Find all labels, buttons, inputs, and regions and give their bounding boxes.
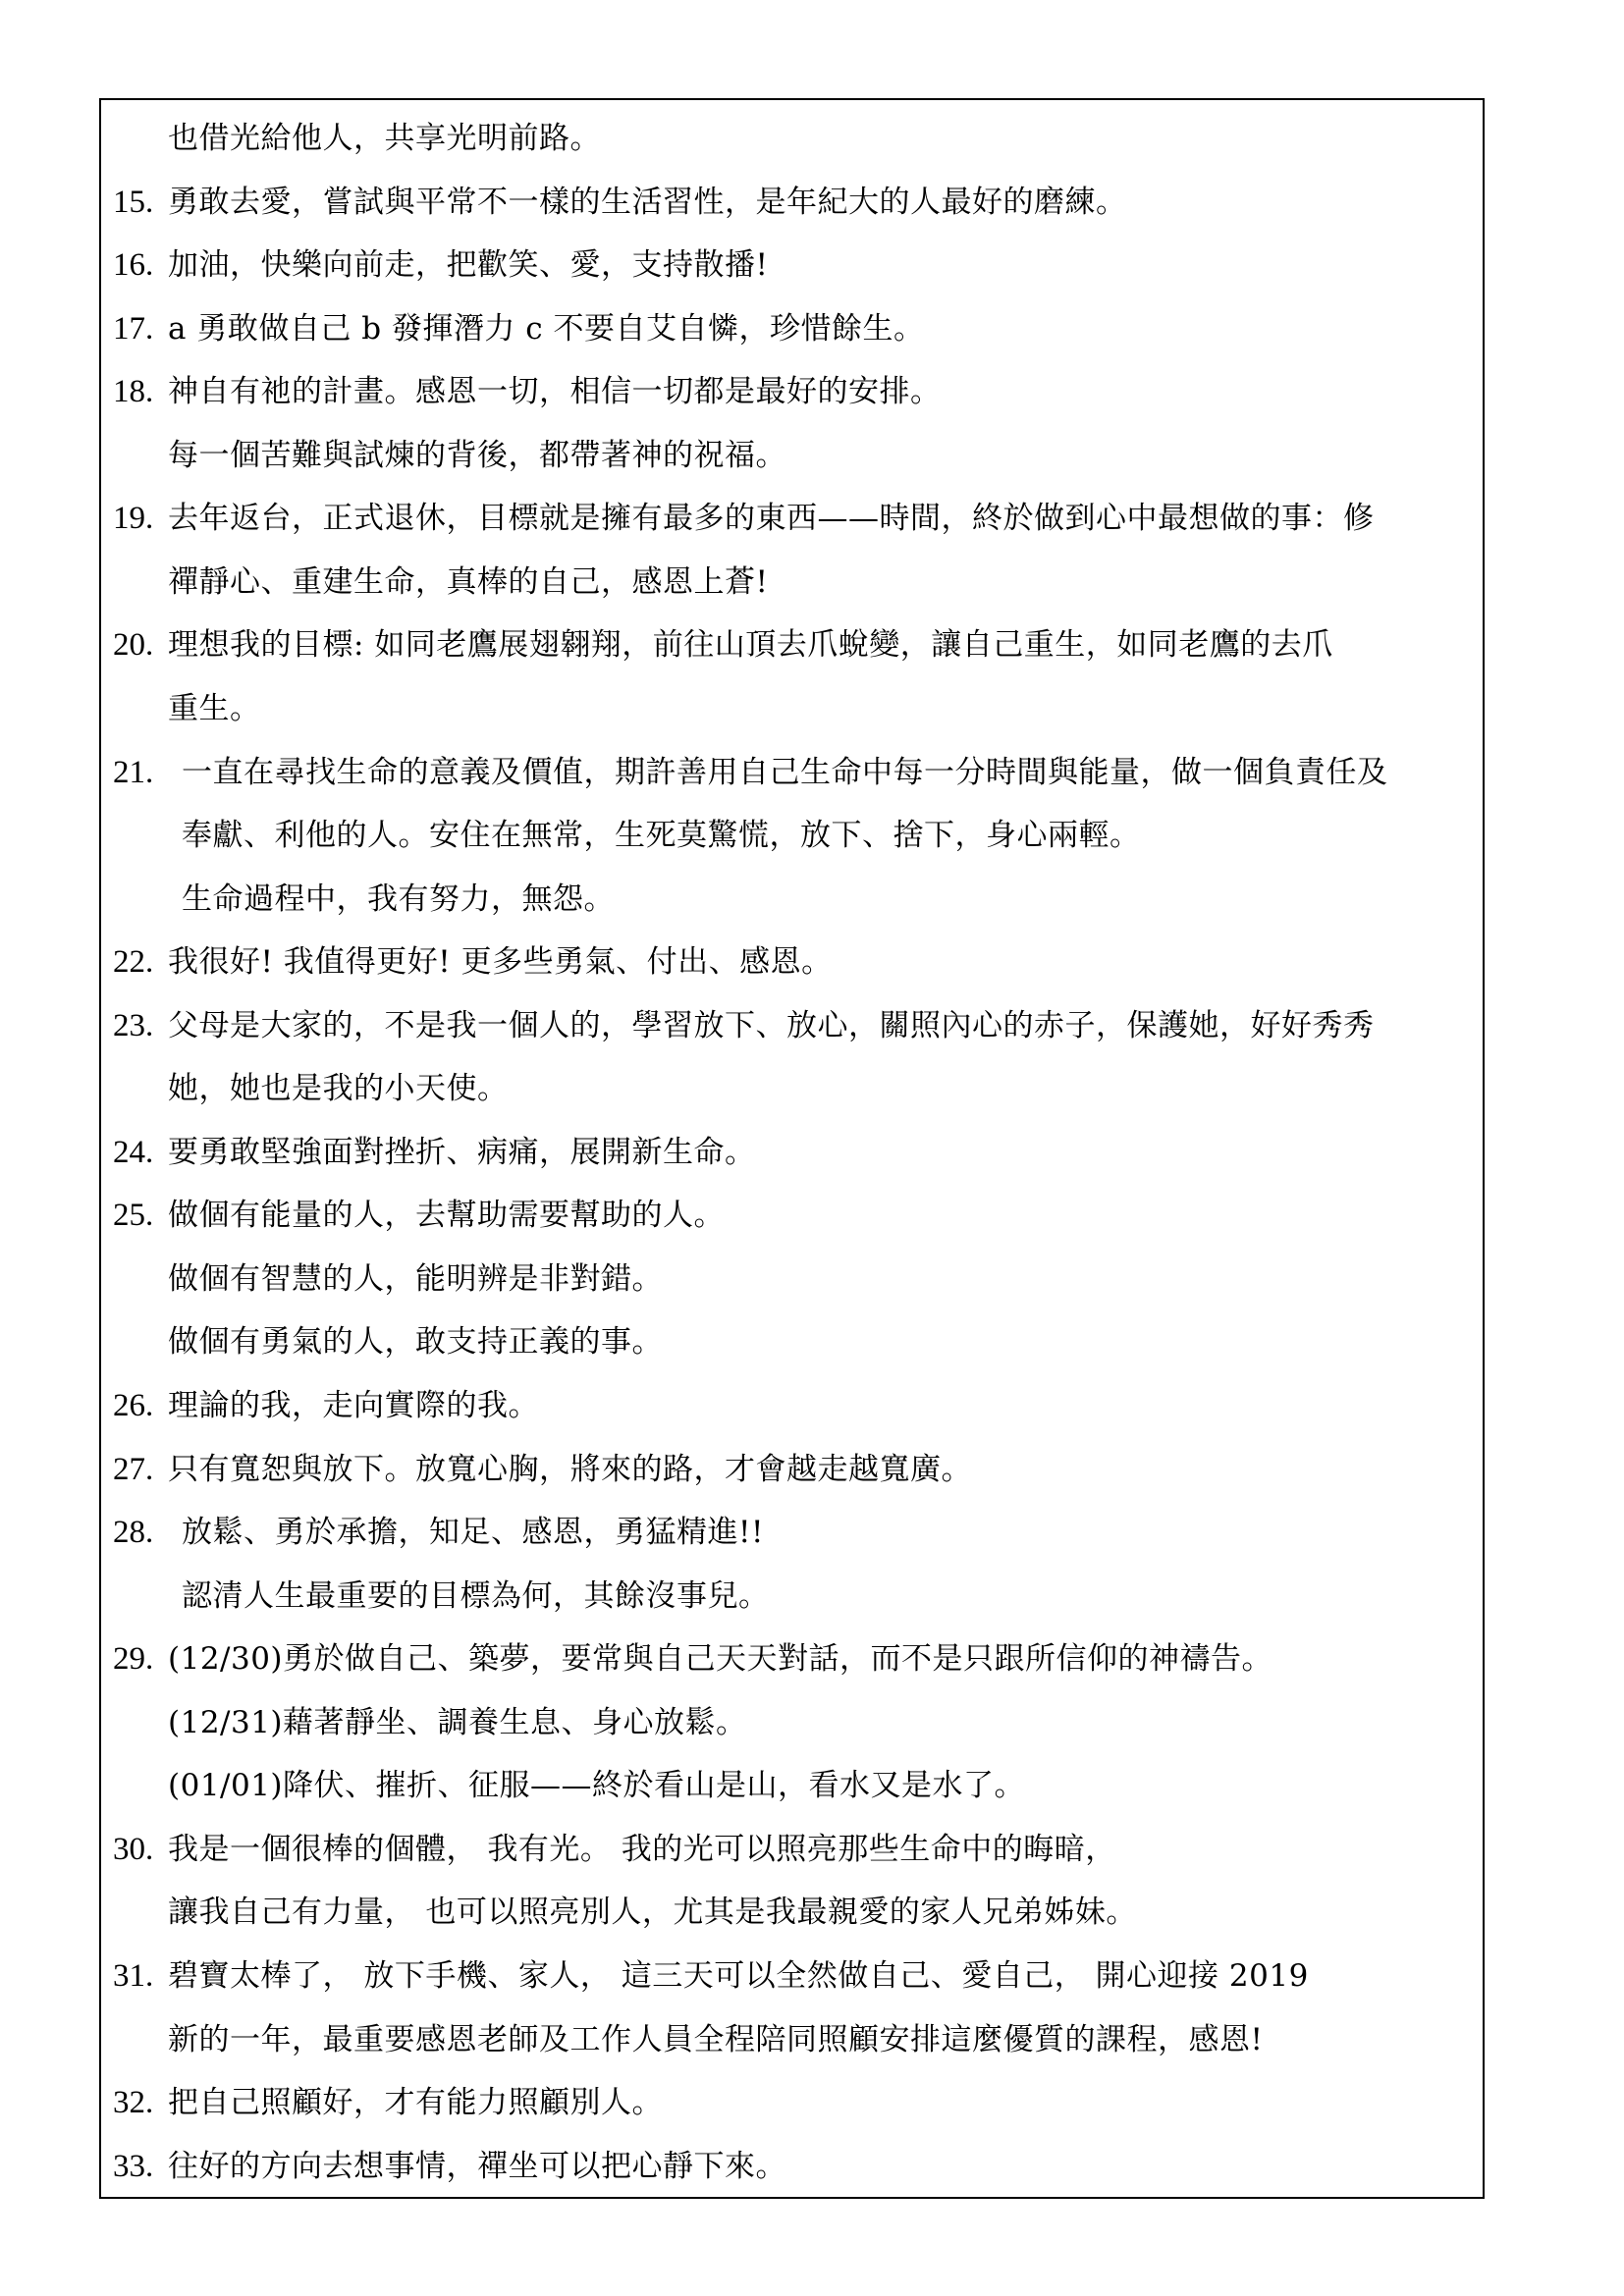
- item-number: 31.: [113, 1957, 154, 1994]
- line-text: 做個有勇氣的人，敢支持正義的事。: [168, 1324, 663, 1361]
- item-number: 22.: [113, 944, 154, 981]
- line-text: 做個有智慧的人，能明辨是非對錯。: [168, 1260, 663, 1297]
- item-number: 17.: [113, 310, 154, 347]
- item-number: 18.: [113, 374, 154, 410]
- document-line: [101, 867, 1476, 932]
- line-text: (12/30)勇於做自己、築夢，要常與自己天天對話，而不是只跟所信仰的神禱告。: [168, 1641, 1273, 1678]
- document-line: [101, 1309, 1476, 1374]
- item-number: 30.: [113, 1831, 154, 1867]
- document-line: [101, 2134, 1476, 2199]
- document-line: [101, 1373, 1476, 1438]
- document-line: [101, 1120, 1476, 1185]
- document-line: [101, 1056, 1476, 1121]
- document-line: [101, 803, 1476, 868]
- document-frame: [99, 98, 1485, 2199]
- line-text: a 勇敢做自己 b 發揮潛力 c 不要自艾自憐，珍惜餘生。: [168, 310, 925, 347]
- line-text: 奉獻、利他的人。安住在無常，生死莫驚慌，放下、捨下，身心兩輕。: [182, 818, 1141, 854]
- document-line: [101, 486, 1476, 551]
- document-line: [101, 106, 1476, 171]
- document-line: [101, 1753, 1476, 1818]
- line-text: 理想我的目標: 如同老鷹展翅翱翔，前往山頂去爪蛻變，讓自己重生，如同老鷹的去爪: [168, 627, 1333, 664]
- document-line: [101, 1627, 1476, 1691]
- line-text: 碧寶太棒了， 放下手機、家人， 這三天可以全然做自己、愛自己， 開心迎接 2019: [168, 1957, 1309, 1994]
- item-number: 21.: [113, 754, 154, 790]
- line-text: 去年返台，正式退休，目標就是擁有最多的東西——時間，終於做到心中最想做的事：修: [168, 501, 1375, 537]
- document-line: [101, 2070, 1476, 2135]
- document-line: [101, 550, 1476, 614]
- document-line: [101, 1564, 1476, 1629]
- line-text: 神自有祂的計畫。感恩一切，相信一切都是最好的安排。: [168, 374, 942, 410]
- line-text: 每一個苦難與試煉的背後，都帶著神的祝福。: [168, 437, 786, 473]
- line-text: 我是一個很棒的個體， 我有光。 我的光可以照亮那些生命中的晦暗，: [168, 1831, 1116, 1867]
- document-line: [101, 1880, 1476, 1945]
- line-text: 重生。: [168, 690, 261, 726]
- line-text: 一直在尋找生命的意義及價值，期許善用自己生命中每一分時間與能量，做一個負責任及: [182, 754, 1388, 790]
- line-text: 把自己照顧好，才有能力照顧別人。: [168, 2085, 663, 2121]
- line-text: 禪靜心、重建生命，真棒的自己，感恩上蒼!: [168, 563, 769, 600]
- document-line: [101, 613, 1476, 677]
- document-line: [101, 993, 1476, 1058]
- item-number: 29.: [113, 1641, 154, 1678]
- document-line: [101, 930, 1476, 994]
- item-number: 15.: [113, 184, 154, 220]
- document-line: [101, 296, 1476, 361]
- item-number: 20.: [113, 627, 154, 664]
- line-text: 要勇敢堅強面對挫折、病痛，展開新生命。: [168, 1134, 756, 1170]
- document-line: [101, 1817, 1476, 1882]
- item-number: 23.: [113, 1007, 154, 1043]
- item-number: 25.: [113, 1198, 154, 1234]
- item-number: 32.: [113, 2085, 154, 2121]
- item-number: 26.: [113, 1388, 154, 1423]
- line-text: 往好的方向去想事情，禪坐可以把心靜下來。: [168, 2148, 786, 2184]
- document-line: [101, 676, 1476, 741]
- item-number: 19.: [113, 501, 154, 537]
- document-line: [101, 1183, 1476, 1248]
- document-line: [101, 1437, 1476, 1502]
- document-line: [101, 1690, 1476, 1755]
- document-line: [101, 2007, 1476, 2072]
- line-text: 讓我自己有力量， 也可以照亮別人，尤其是我最親愛的家人兄弟姊妹。: [168, 1895, 1137, 1931]
- line-text: 只有寬恕與放下。放寬心胸，將來的路，才會越走越寬廣。: [168, 1451, 972, 1487]
- line-text: 放鬆、勇於承擔，知足、感恩，勇猛精進!!: [182, 1515, 764, 1551]
- document-line: [101, 359, 1476, 424]
- document-line: [101, 1944, 1476, 2008]
- line-text: 生命過程中，我有努力，無怨。: [182, 881, 615, 917]
- line-text: 她，她也是我的小天使。: [168, 1071, 509, 1107]
- line-text: 勇敢去愛，嘗試與平常不一樣的生活習性，是年紀大的人最好的磨練。: [168, 184, 1127, 220]
- document-line: [101, 1247, 1476, 1311]
- document-line: [101, 1500, 1476, 1565]
- line-text: 做個有能量的人，去幫助需要幫助的人。: [168, 1198, 725, 1234]
- line-text: (01/01)降伏、摧折、征服——終於看山是山，看水又是水了。: [168, 1768, 1026, 1804]
- document-line: [101, 423, 1476, 488]
- item-number: 24.: [113, 1134, 154, 1170]
- document-line: [101, 170, 1476, 235]
- item-number: 28.: [113, 1515, 154, 1551]
- item-number: 27.: [113, 1451, 154, 1487]
- document-line: [101, 740, 1476, 805]
- item-number: 16.: [113, 247, 154, 284]
- line-text: 也借光給他人，共享光明前路。: [168, 121, 601, 156]
- line-text: 理論的我，走向實際的我。: [168, 1388, 539, 1423]
- line-text: 新的一年，最重要感恩老師及工作人員全程陪同照顧安排這麼優質的課程，感恩!: [168, 2021, 1264, 2057]
- line-text: (12/31)藉著靜坐、調養生息、身心放鬆。: [168, 1704, 747, 1740]
- line-text: 認清人生最重要的目標為何，其餘沒事兒。: [182, 1577, 770, 1614]
- line-text: 加油，快樂向前走，把歡笑、愛，支持散播!: [168, 247, 769, 284]
- document-line: [101, 233, 1476, 297]
- line-text: 父母是大家的，不是我一個人的，學習放下、放心，關照內心的赤子，保護她，好好秀秀: [168, 1007, 1375, 1043]
- line-text: 我很好! 我值得更好! 更多些勇氣、付出、感恩。: [168, 944, 833, 981]
- item-number: 33.: [113, 2148, 154, 2184]
